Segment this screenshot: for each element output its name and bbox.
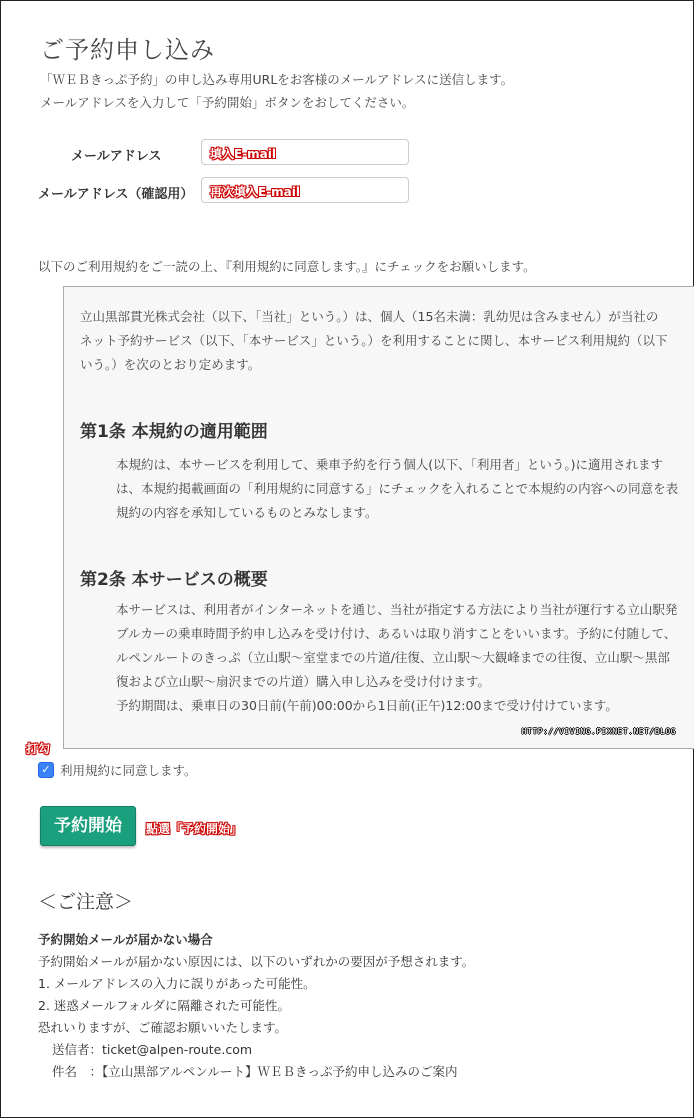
notice-sender: 送信者：ticket@alpen-route.com	[52, 1042, 253, 1057]
email-annotation: 填入E-mail	[210, 147, 277, 161]
email-label: メールアドレス	[71, 149, 162, 164]
notice-heading: ＜ご注意＞	[38, 891, 134, 913]
intro-line-1: 「ＷＥＢきっぷ予約」の申し込み専用URLをお客様のメールアドレスに送信します。	[40, 72, 514, 87]
article1-line: は、本規約掲載画面の「利用規約に同意する」にチェックを入れることで本規約の内容への同意を表	[116, 481, 679, 496]
article1-line: 本規約は、本サービスを利用して、乗車予約を行う個人(以下、「利用者」という。)に適用されます	[116, 457, 664, 472]
article2-line: 予約期間は、乗車日の30日前(午前)00:00から1日前(正午)12:00まで受け付けています。	[116, 698, 618, 713]
checkmark-icon: ✓	[41, 763, 51, 776]
blog-watermark: HTTP://VIVING.PIXNET.NET/BLOG	[521, 727, 676, 736]
agree-label[interactable]: 利用規約に同意します。	[60, 763, 197, 778]
notice-line: 1. メールアドレスの入力に誤りがあった可能性。	[38, 976, 316, 991]
article2-line: ルペンルートのきっぷ（立山駅～室堂までの片道/往復、立山駅～大観峰までの往復、立山駅～黒部	[116, 650, 670, 665]
intro-line-2: メールアドレスを入力して「予約開始」ボタンをおしてください。	[40, 95, 415, 110]
notice-line: 予約開始メールが届かない原因には、以下のいずれかの要因が予想されます。	[38, 954, 475, 969]
terms-preamble	[80, 305, 668, 377]
terms-preamble-line: ネット予約サービス（以下、「本サービス」という。）を利用することに関し、本サービス利用規約（以下	[80, 333, 668, 348]
page-title: ご予約申し込み	[40, 36, 215, 64]
article2-heading: 第2条 本サービスの概要	[80, 570, 268, 590]
start-reservation-button[interactable]: 予約開始	[40, 806, 136, 846]
agree-annotation: 打勾	[26, 742, 51, 756]
terms-box[interactable]	[63, 286, 694, 749]
notice-line: 2. 迷惑メールフォルダに隔離された可能性。	[38, 998, 291, 1013]
notice-subheading: 予約開始メールが届かない場合	[38, 932, 213, 947]
email-confirm-label: メールアドレス（確認用）	[38, 187, 194, 202]
notice-line: 恐れいりますが、ご確認お願いいたします。	[38, 1020, 288, 1035]
email-confirm-annotation: 再次填入E-mail	[210, 185, 301, 199]
email-confirm-field[interactable]	[201, 177, 409, 203]
article2-line: ブルカーの乗車時間予約申し込みを受け付け、あるいは取り消すことをいいます。予約に付随して、	[116, 626, 677, 641]
article2-body	[116, 598, 677, 718]
notice-subject: 件名 ：【立山黒部アルペンルート】ＷＥＢきっぷ予約申し込みのご案内	[52, 1064, 458, 1079]
terms-preamble-line: いう。）を次のとおり定めます。	[80, 357, 261, 372]
article1-body	[116, 453, 678, 525]
agree-checkbox[interactable]	[38, 762, 54, 778]
article1-heading: 第1条 本規約の適用範囲	[80, 422, 268, 442]
article2-line: 本サービスは、利用者がインターネットを通じ、当社が指定する方法により当社が運行する立山駅発	[116, 602, 678, 617]
terms-instruction: 以下のご利用規約をご一読の上、『利用規約に同意します。』にチェックをお願いします。	[38, 259, 536, 274]
article1-line: 規約の内容を承知しているものとみなします。	[116, 505, 378, 520]
submit-annotation: 點選「予約開始」	[146, 822, 243, 836]
article2-line: 復および立山駅～扇沢までの片道）購入申し込みを受け付けます。	[116, 674, 491, 689]
email-field[interactable]	[201, 139, 409, 165]
terms-preamble-line: 立山黒部貫光株式会社（以下、「当社」という。）は、個人（15名未満：乳幼児は含みません）が当社の	[80, 309, 659, 324]
